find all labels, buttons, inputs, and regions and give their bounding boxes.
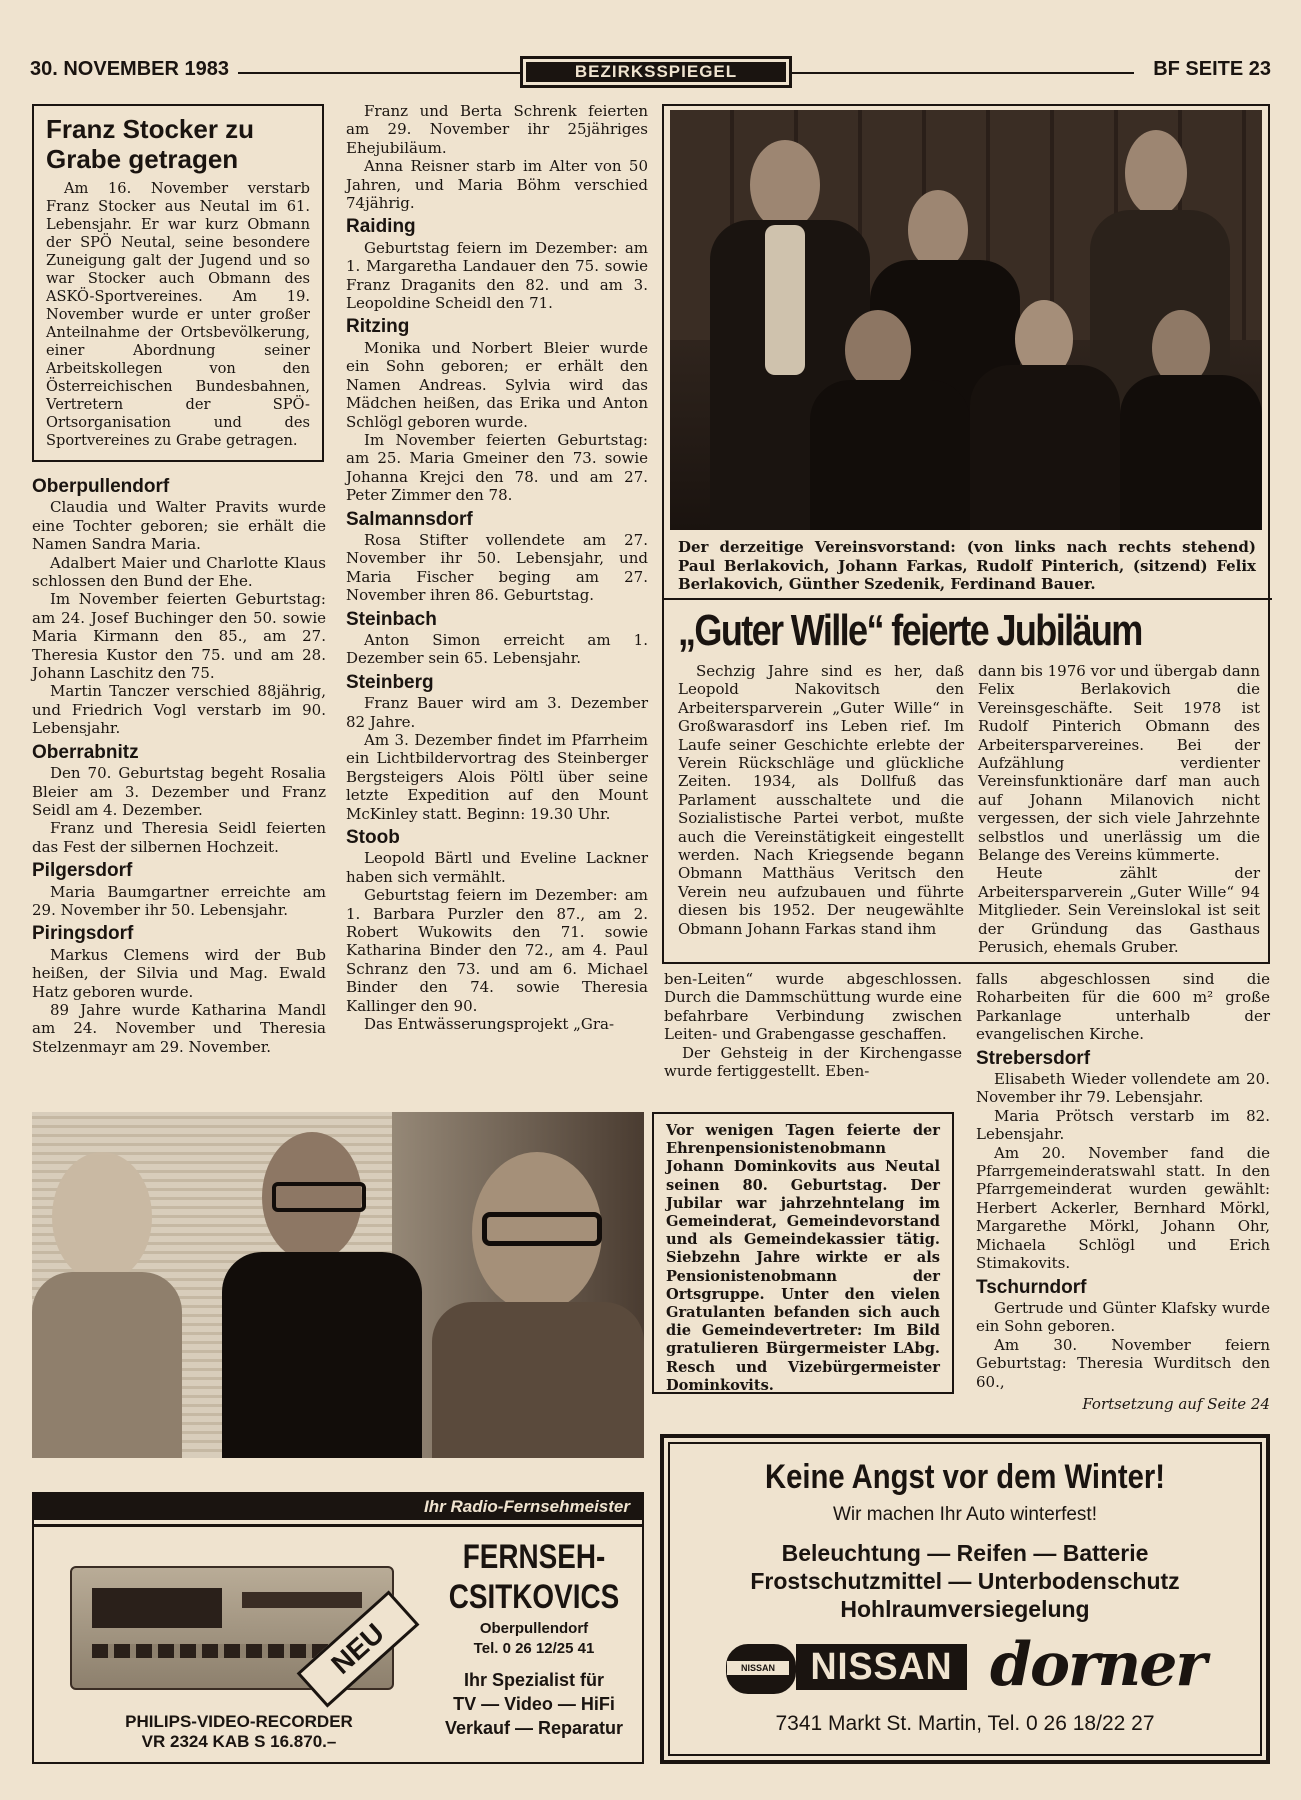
nissan-services-1: Beleuchtung — Reifen — Batterie <box>781 1540 1149 1566</box>
news-paragraph: Claudia und Walter Pravits wurde eine Tochter geboren; sie erhält die Namen Sandra Maria. <box>32 498 326 554</box>
news-paragraph: Anna Reisner starb im Alter von 50 Jahren, und Maria Böhm verschied 74jährig. <box>346 157 648 213</box>
photo-face <box>908 190 968 270</box>
place-piringsdorf: Piringsdorf <box>32 923 134 945</box>
company-town: Oberpullendorf <box>479 1620 589 1637</box>
place-strebersdorf: Strebersdorf <box>976 1047 1091 1069</box>
news-paragraph: Markus Clemens wird der Bub heißen, der Silvia und Mag. Ewald Hatz geboren wurde. <box>32 945 326 1001</box>
news-paragraph: Der Gehsteig in der Kirchengasse wurde fertiggestellt. Eben- <box>664 1043 962 1081</box>
photo-figure <box>432 1302 644 1458</box>
place-steinbach: Steinbach <box>346 608 437 630</box>
nissan-logo-icon <box>726 1644 796 1694</box>
company-services: TV — Video — HiFi <box>453 1694 615 1714</box>
news-paragraph: Am 30. November feiern Geburtstag: Theresia Wurditsch den 60., <box>976 1335 1270 1391</box>
place-oberpullendorf: Oberpullendorf <box>32 476 170 497</box>
news-paragraph: Franz und Theresia Seidl feierten das Fest der silbernen Hochzeit. <box>32 819 326 856</box>
tv-ad-banner: Ihr Radio-Fernsehmeister <box>34 1494 642 1520</box>
news-paragraph: Das Entwässerungsprojekt „Gra- <box>364 1015 615 1034</box>
glasses-icon <box>482 1212 602 1246</box>
banner-rule <box>34 1524 642 1527</box>
news-paragraph: Geburtstag feiern im Dezember: am 1. Barbara Purzler den 87., am 2. Robert Wukowits den 71. sowie Katharina Binder den 72., am 4. Paul Schranz den 73. und am 6. Michael Binder den 74. sowie Theresia Kallinger den 90. <box>346 886 648 1015</box>
jubilaeum-text-left <box>678 662 964 938</box>
place-salmannsdorf: Salmannsdorf <box>346 508 473 530</box>
page-number: BF SEITE 23 <box>1153 58 1271 80</box>
photo-figure <box>810 380 970 530</box>
nissan-logo-text: NISSAN <box>727 1661 789 1675</box>
birthday-caption: Vor wenigen Tagen feierte der Ehrenpensionistenobmann Johann Dominkovits aus Neutal seinen 80. Geburtstag. Der Jubilar war jahrzehntelang im Gemeinderat, Gemeindevorstand und als Gemeindekassier tätig. Siebzehn Jahre wirkte er als Pensionistenobmann der Ortsgruppe. Unter den vielen Gratulanten befanden sich auch die Gemeindevertreter: Im Bild gratulieren Bürgermeister LAbg. Resch und Vizebürgermeister Dominkovits. <box>666 1122 940 1394</box>
display-panel <box>242 1592 362 1608</box>
news-paragraph: Am 3. Dezember findet im Pfarrheim ein Lichtbildervortrag des Steinberger Bergsteigers Alois Pöltl über seine letzte Expedition auf den Mount McKinley statt. Beginn: 19.30 Uhr. <box>346 731 648 823</box>
place-pilgersdorf: Pilgersdorf <box>32 860 133 882</box>
stocker-headline: Franz Stocker zu Grabe getragen <box>46 114 255 174</box>
news-paragraph: Geburtstag feiern im Dezember: am 1. Margaretha Landauer den 75. sowie Franz Draganits den 82. und am 3. Leopoldine Scheidl den 71. <box>346 238 648 313</box>
tv-shop-ad <box>32 1492 644 1764</box>
news-paragraph: Den 70. Geburtstag begeht Rosalia Bleier am 3. Dezember und Franz Seidl am 4. Dezember. <box>32 764 326 819</box>
jubilaeum-text-right <box>978 662 1260 957</box>
company-slogan: Ihr Spezialist für <box>463 1670 605 1690</box>
jubilaeum-headline: „Guter Wille“ feierte Jubiläum <box>678 606 1142 655</box>
place-oberrabnitz: Oberrabnitz <box>32 741 139 763</box>
place-ritzing: Ritzing <box>346 316 410 338</box>
news-paragraph: Gertrude und Günter Klafsky wurde ein Sohn geboren. <box>976 1298 1270 1336</box>
news-paragraph: Leopold Bärtl und Eveline Lackner haben sich vermählt. <box>346 849 648 886</box>
jubilaeum-article-box <box>662 104 1270 964</box>
news-paragraph: Elisabeth Wieder vollendete am 20. November ihr 79. Lebensjahr. <box>976 1070 1270 1107</box>
dealer-name: dorner <box>990 1630 1205 1700</box>
company-name-2: CSITKOVICS <box>448 1578 620 1616</box>
article-paragraph: dann bis 1976 vor und übergab dann Felix Berlakovich die Vereinsgeschäfte. Seit 1978 ist Rudolf Pinterich Obmann des Arbeitersparvereines. Bei der Aufzählung verdienter Vereinsfunktionäre darf man auch auf Johann Milanovich nicht vergessen, der sich viele Jahrzehnte selbstlos und unerlässig um die Belange des Vereins kümmerte. <box>978 662 1260 865</box>
article-paragraph: Sechzig Jahre sind es her, daß Leopold Nakovitsch den Arbeitersparverein „Guter Wille“ in Großwarasdorf ins Leben rief. Im Laufe seiner Geschichte erlebte der Verein Rückschläge und glückliche Zeiten. 1934, als Dollfuß das Parlament ausschaltete und die Sozialistische Partei verbot, mußte auch die Vereinstätigkeit eingestellt werden. Nach Kriegsende begann Obmann Matthäus Veritsch den Verein neu aufzubauen und führte diesen bis 1952. Der neugewählte Obmann Johann Farkas stand ihm <box>678 662 964 938</box>
nissan-brand: NISSAN <box>796 1644 967 1690</box>
place-stoob: Stoob <box>346 827 400 849</box>
nissan-services-3: Hohlraumversiegelung <box>840 1596 1090 1622</box>
news-paragraph: 89 Jahre wurde Katharina Mandl am 24. November und Theresia Stelzenmayr am 29. November. <box>32 1000 326 1056</box>
board-photo-caption: Der derzeitige Vereinsvorstand: (von links nach rechts stehend) Paul Berlakovich, Johann Farkas, Rudolf Pinterich, (sitzend) Felix Berlakovich, Günther Szedenik, Ferdinand Bauer. <box>678 538 1256 594</box>
issue-date: 30. NOVEMBER 1983 <box>30 58 229 80</box>
section-title: BEZIRKSSPIEGEL <box>526 62 786 82</box>
birthday-photo <box>32 1112 644 1458</box>
cassette-slot <box>92 1588 222 1628</box>
company-name-1: FERNSEH- <box>462 1538 606 1576</box>
photo-figure <box>970 365 1120 530</box>
glasses-icon <box>272 1182 366 1212</box>
article-paragraph: Heute zählt der Arbeitersparverein „Guter Wille“ 94 Mitglieder. Sein Vereinslokal ist seit der Gründung das Gasthaus Perusich, ehemals Gruber. <box>978 864 1260 957</box>
column-3-continuation <box>664 970 962 1080</box>
header-rule-left <box>238 72 520 74</box>
news-paragraph: Rosa Stifter vollendete am 27. November ihr 50. Lebensjahr, und Maria Fischer beging am 27. November ihren 86. Geburtstag. <box>346 530 648 605</box>
photo-face <box>845 310 911 390</box>
continued-note: Fortsetzung auf Seite 24 <box>1082 1394 1270 1413</box>
news-paragraph: falls abgeschlossen sind die Roharbeiten für die 600 m² große Parkanlage unterhalb der evangelischen Kirche. <box>976 970 1270 1044</box>
news-paragraph: Franz und Berta Schrenk feierten am 29. November ihr 25jähriges Ehejubiläum. <box>346 102 648 157</box>
place-tschurndorf: Tschurndorf <box>976 1276 1087 1298</box>
photo-face <box>750 140 820 230</box>
board-group-photo <box>670 110 1262 530</box>
product-name: PHILIPS-VIDEO-RECORDER <box>125 1712 353 1731</box>
news-paragraph: ben-Leiten“ wurde abgeschlossen. Durch die Dammschüttung wurde eine befahrbare Verbindung zwischen Leiten- und Grabengasse geschaffen. <box>664 970 962 1044</box>
section-title-box <box>520 56 792 88</box>
nissan-ad <box>660 1434 1270 1764</box>
news-paragraph: Franz Bauer wird am 3. Dezember 82 Jahre. <box>346 694 648 731</box>
photo-figure <box>1120 375 1262 530</box>
header-rule-right <box>792 72 1134 74</box>
company-services-2: Verkauf — Reparatur <box>444 1718 624 1738</box>
nissan-subline: Wir machen Ihr Auto winterfest! <box>833 1504 1097 1525</box>
photo-turtleneck <box>765 225 805 375</box>
news-paragraph: Am 20. November fand die Pfarrgemeinderatswahl statt. In den Pfarrgemeinderat wurden gewählt: Herbert Ackerler, Bernhard Mörkl, Margarethe Mörkl, Johann Ohr, Michaela Schlögl und Erich Stimakovits. <box>976 1143 1270 1273</box>
news-paragraph: Maria Baumgartner erreichte am 29. November ihr 50. Lebensjahr. <box>32 882 326 919</box>
nissan-headline: Keine Angst vor dem Winter! <box>765 1458 1165 1496</box>
caption-divider <box>664 598 1272 600</box>
news-paragraph: Im November feierten Geburtstag: am 24. Josef Buchinger den 50. sowie Maria Kirmann den 85., am 27. Theresia Kustor den 75. und am 28. Johann Laschitz den 75. <box>32 590 326 683</box>
photo-face <box>1125 130 1187 216</box>
place-raiding: Raiding <box>346 216 416 238</box>
news-paragraph: Adalbert Maier und Charlotte Klaus schlossen den Bund der Ehe. <box>32 553 326 591</box>
company-phone: Tel. 0 26 12/25 41 <box>473 1640 595 1657</box>
news-paragraph: Maria Prötsch verstarb im 82. Lebensjahr. <box>976 1106 1270 1144</box>
news-paragraph: Monika und Norbert Bleier wurde ein Sohn geboren; er erhält den Namen Andreas. Sylvia wird das Mädchen heißen, das Erika und Anton Schlögl geboren wurde. <box>346 338 648 431</box>
column-2-news <box>346 102 648 1034</box>
product-price: VR 2324 KAB S 16.870.– <box>141 1732 337 1751</box>
news-paragraph: Martin Tanczer verschied 88jährig, und Friedrich Vogl verstarb im 90. Lebensjahr. <box>32 682 326 738</box>
column-1-news <box>32 472 326 1056</box>
news-paragraph: Im November feierten Geburtstag: am 25. Maria Gmeiner den 73. sowie Johanna Krejci den 78. und am 27. Peter Zimmer den 78. <box>346 430 648 505</box>
column-4-continuation <box>976 970 1270 1413</box>
stocker-article-box <box>32 104 324 462</box>
dealer-address: 7341 Markt St. Martin, Tel. 0 26 18/22 27 <box>775 1712 1155 1735</box>
nissan-services-2: Frostschutzmittel — Unterbodenschutz <box>750 1568 1180 1594</box>
place-steinberg: Steinberg <box>346 671 434 693</box>
stocker-text: Am 16. November verstarb Franz Stocker aus Neutal im 61. Lebensjahr. Er war kurz Obmann der SPÖ Neutal, seine besondere Zuneigung galt der Jugend und so war Stocker auch Obmann des ASKÖ-Sportvereines. Am 19. November wurde er unter großer Anteilnahme der Ortsbevölkerung, einer Abordnung seiner Arbeitskollegen von den Österreichischen Bundesbahnen, Vertretern der SPÖ-Ortsorganisation und des Sportvereines zu Grabe getragen. <box>46 180 310 449</box>
new-badge: NEU <box>297 1590 420 1707</box>
news-paragraph: Anton Simon erreicht am 1. Dezember sein 65. Lebensjahr. <box>346 630 648 668</box>
nissan-ad-inner <box>668 1442 1262 1756</box>
photo-figure <box>32 1272 182 1458</box>
birthday-caption-box <box>652 1112 954 1394</box>
photo-face <box>52 1152 152 1282</box>
photo-figure <box>222 1252 422 1458</box>
